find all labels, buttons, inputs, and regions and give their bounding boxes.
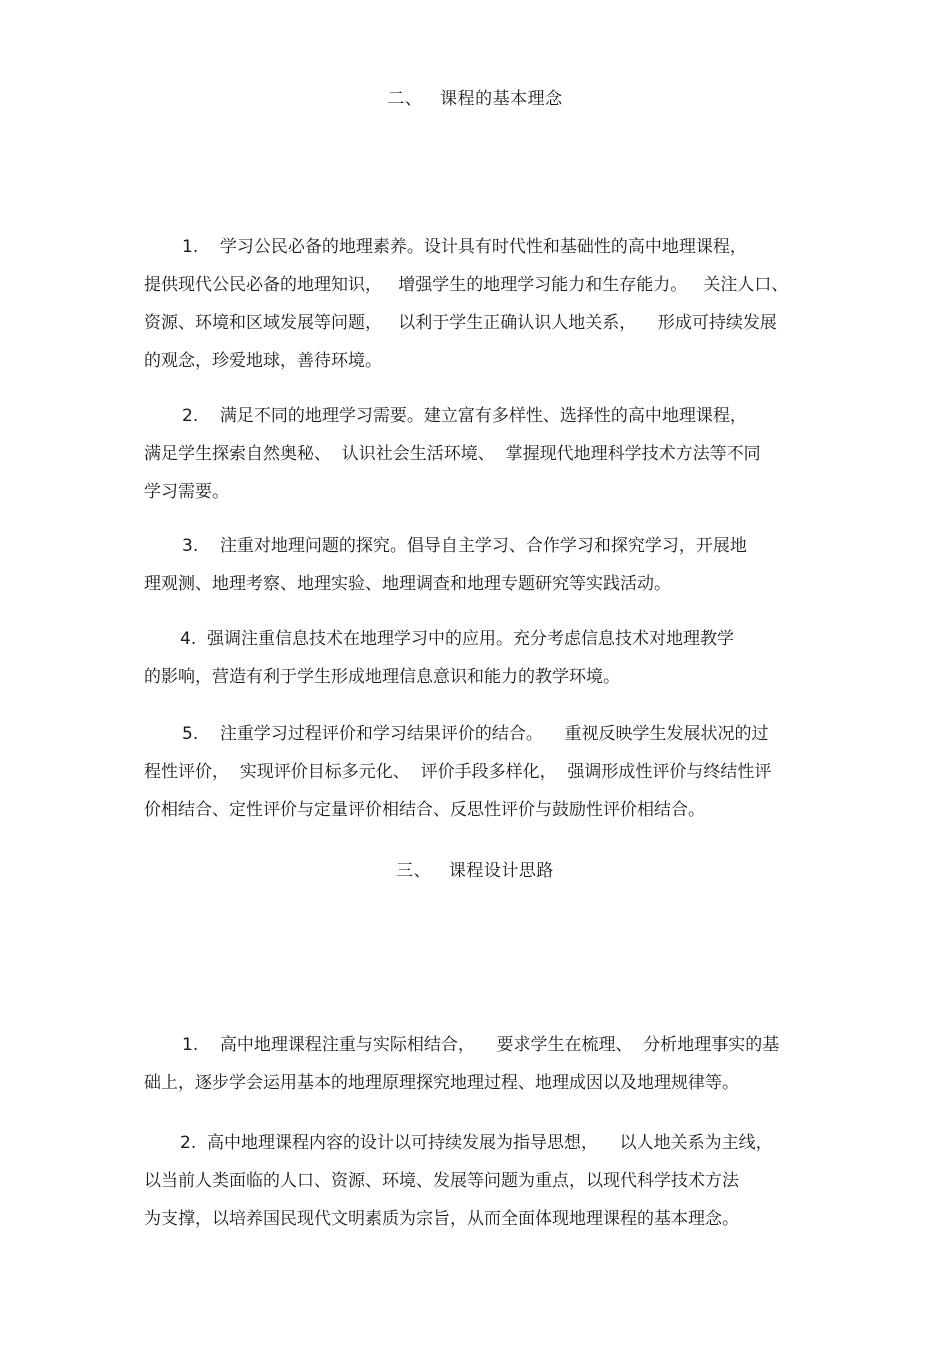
section2-paragraph-5 <box>144 715 809 829</box>
paragraph-line: 提供现代公民必备的地理知识， 增强学生的地理学习能力和生存能力。 关注人口、 <box>144 275 789 295</box>
paragraph-line: 1. 学习公民必备的地理素养。设计具有时代性和基础性的高中地理课程， <box>182 237 747 257</box>
paragraph-line: 理观测、地理考察、地理实验、地理调查和地理专题研究等实践活动。 <box>144 574 671 594</box>
paragraph-line: 满足学生探索自然奥秘、 认识社会生活环境、 掌握现代地理科学技术方法等不同 <box>144 444 761 464</box>
paragraph-line: 以当前人类面临的人口、资源、环境、发展等问题为重点，以现代科学技术方法 <box>144 1171 739 1191</box>
section3-paragraph-2 <box>144 1124 809 1238</box>
section2-paragraph-4 <box>144 620 809 696</box>
section2-paragraph-2 <box>144 397 809 511</box>
paragraph-line: 2. 满足不同的地理学习需要。建立富有多样性、选择性的高中地理课程， <box>182 406 747 426</box>
paragraph-line: 价相结合、定性评价与定量评价相结合、反思性评价与鼓励性评价相结合。 <box>144 800 705 820</box>
section3-paragraph-1 <box>144 1026 809 1102</box>
paragraph-line: 5. 注重学习过程评价和学习结果评价的结合。 重视反映学生发展状况的过 <box>182 724 769 744</box>
paragraph-line: 学习需要。 <box>144 482 229 502</box>
section2-paragraph-1 <box>144 228 809 380</box>
section2-paragraph-3 <box>144 527 809 603</box>
paragraph-line: 的观念，珍爱地球，善待环境。 <box>144 351 382 371</box>
paragraph-line: 2. 高中地理课程内容的设计以可持续发展为指导思想， 以人地关系为主线， <box>180 1133 773 1153</box>
paragraph-line: 3. 注重对地理问题的探究。倡导自主学习、合作学习和探究学习，开展地 <box>182 536 747 556</box>
paragraph-line: 的影响，营造有利于学生形成地理信息意识和能力的教学环境。 <box>144 667 620 687</box>
section-heading-3: 三、 课程设计思路 <box>396 861 554 881</box>
paragraph-line: 程性评价， 实现评价目标多元化、 评价手段多样化， 强调形成性评价与终结性评 <box>144 762 772 782</box>
paragraph-line: 资源、环境和区域发展等问题， 以利于学生正确认识人地关系， 形成可持续发展 <box>144 313 777 333</box>
paragraph-line: 础上，逐步学会运用基本的地理原理探究地理过程、地理成因以及地理规律等。 <box>144 1073 739 1093</box>
section-heading-2: 二、 课程的基本理念 <box>387 89 563 109</box>
paragraph-line: 1. 高中地理课程注重与实际相结合， 要求学生在梳理、 分析地理事实的基 <box>182 1035 780 1055</box>
paragraph-line: 为支撑，以培养国民现代文明素质为宗旨，从而全面体现地理课程的基本理念。 <box>144 1209 739 1229</box>
paragraph-line: 4. 强调注重信息技术在地理学习中的应用。充分考虑信息技术对地理教学 <box>180 629 735 649</box>
